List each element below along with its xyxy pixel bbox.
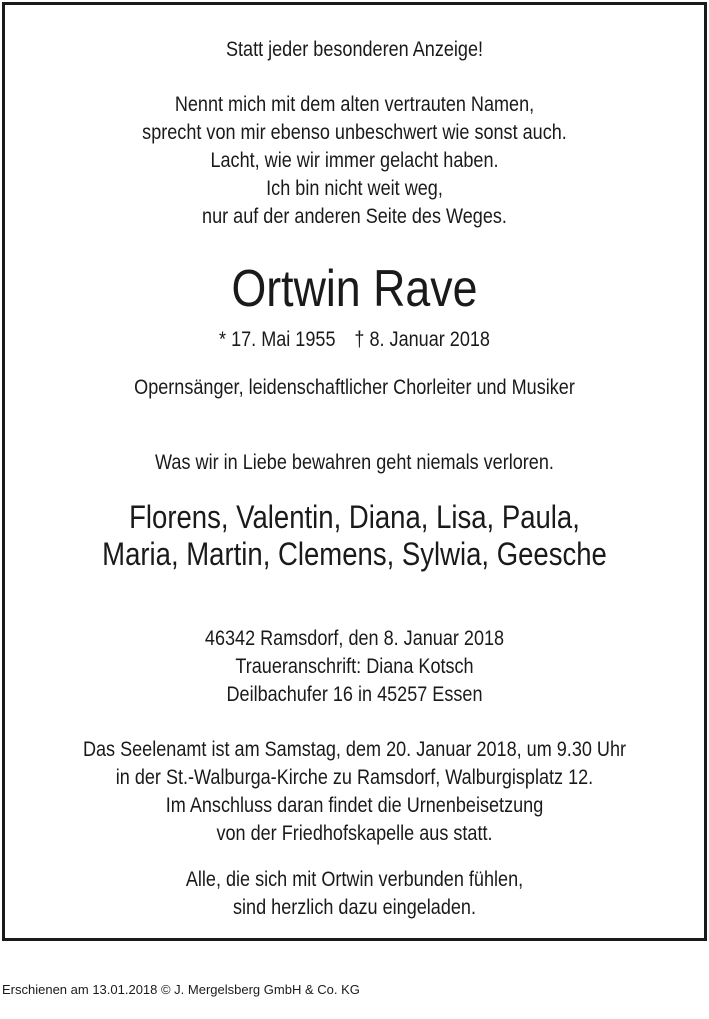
service-line: Im Anschluss daran findet die Urnenbeisetzung: [165, 794, 544, 817]
birth-date: * 17. Mai 1955: [219, 328, 336, 351]
invitation-line: Alle, die sich mit Ortwin verbunden fühlen,: [185, 868, 524, 891]
invitation-line: sind herzlich dazu eingeladen.: [233, 896, 476, 919]
death-date: † 8. Januar 2018: [354, 328, 490, 351]
address-line: Traueranschrift: Diana Kotsch: [235, 655, 474, 678]
address-line: 46342 Ramsdorf, den 8. Januar 2018: [204, 627, 505, 650]
poem-line: nur auf der anderen Seite des Weges.: [202, 205, 507, 228]
notice-heading: Statt jeder besonderen Anzeige!: [225, 38, 484, 61]
motto: Was wir in Liebe bewahren geht niemals verloren.: [155, 451, 554, 474]
mourners-line: Florens, Valentin, Diana, Lisa, Paula,: [129, 499, 580, 535]
publication-footer: Erschienen am 13.01.2018 © J. Mergelsberg GmbH & Co. KG: [2, 982, 360, 997]
poem-line: Lacht, wie wir immer gelacht haben.: [210, 149, 499, 172]
deceased-description: Opernsänger, leidenschaftlicher Chorleiter und Musiker: [134, 376, 575, 399]
obituary-notice: [2, 2, 707, 941]
mourners-line: Maria, Martin, Clemens, Sylwia, Geesche: [102, 536, 607, 572]
service-line: von der Friedhofskapelle aus statt.: [216, 822, 493, 845]
life-dates: [54, 328, 655, 352]
service-line: in der St.-Walburga-Kirche zu Ramsdorf, Walburgisplatz 12.: [115, 766, 594, 789]
poem-line: sprecht von mir ebenso unbeschwert wie sonst auch.: [142, 121, 567, 144]
deceased-name: Ortwin Rave: [231, 260, 478, 318]
poem-line: Nennt mich mit dem alten vertrauten Namen,: [174, 93, 535, 116]
address-line: Deilbachufer 16 in 45257 Essen: [226, 683, 483, 706]
poem-line: Ich bin nicht weit weg,: [266, 177, 443, 200]
service-line: Das Seelenamt ist am Samstag, dem 20. Januar 2018, um 9.30 Uhr: [82, 738, 627, 761]
